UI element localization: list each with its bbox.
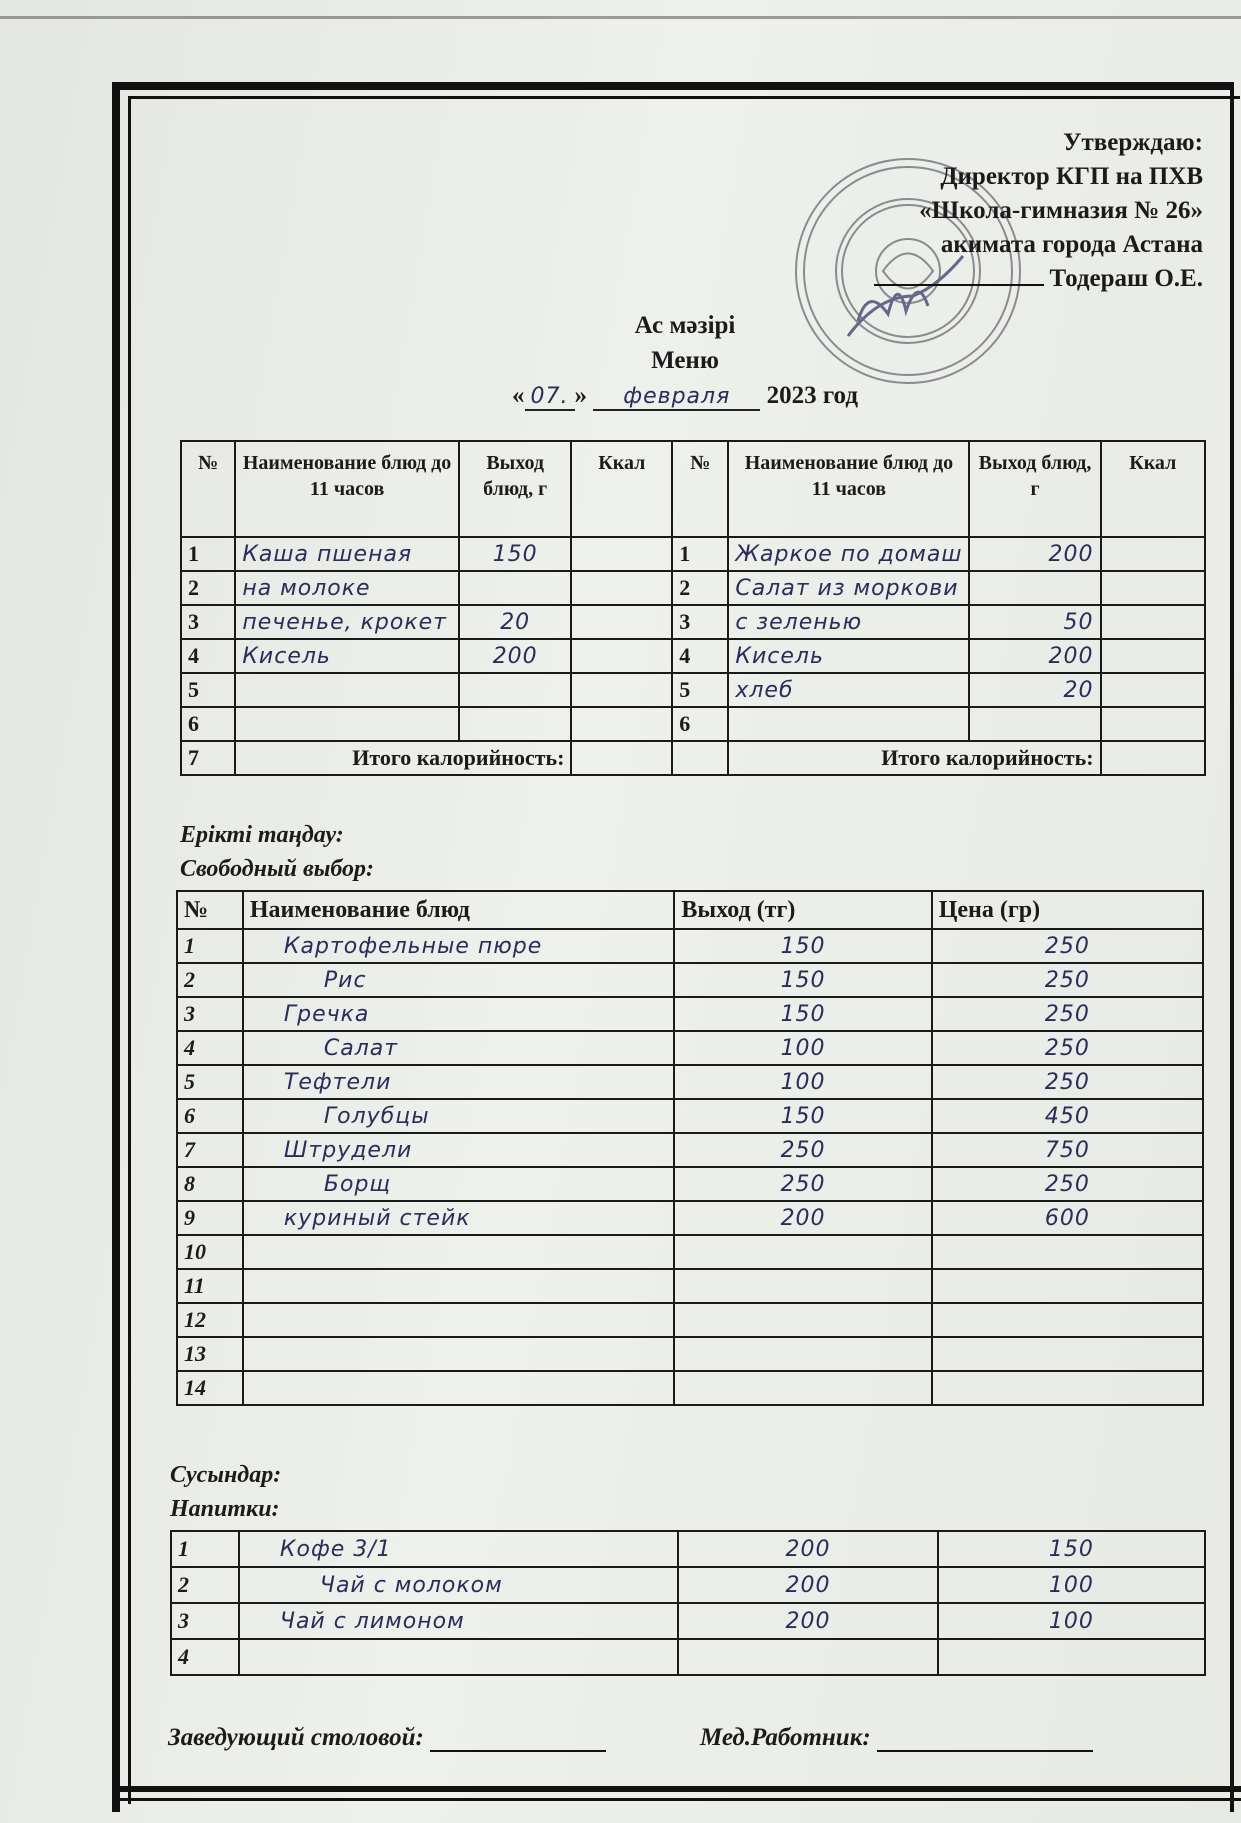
dish-name: Чай с лимоном [239,1603,678,1639]
date-year: 2023 год [766,382,858,409]
table-row [177,997,1203,1031]
row-num: 4 [672,639,728,673]
title-kazakh: Ас мәзірі [634,312,736,339]
total-calories-value [571,741,672,775]
dish-name: Жаркое по домаш [728,537,969,571]
row-num: 3 [181,605,235,639]
table-row [177,1337,1203,1371]
row-num: 5 [177,1065,243,1099]
dish-price: 250 [932,997,1203,1031]
dish-output: 150 [674,929,931,963]
row-num: 4 [181,639,235,673]
row-num: 3 [171,1603,239,1639]
row-num: 3 [672,605,728,639]
table-row [177,1167,1203,1201]
dish-price: 250 [932,963,1203,997]
dish-name [243,1371,675,1405]
row-num: 10 [177,1235,243,1269]
dish-output: 100 [674,1031,931,1065]
dish-name [243,1235,675,1269]
drinks-table [170,1530,1206,1676]
dish-output [678,1639,937,1675]
dish-output [674,1303,931,1337]
empty-cell [672,741,728,775]
row-num: 5 [181,673,235,707]
table-row [171,1531,1205,1567]
dish-output: 200 [678,1603,937,1639]
row-num: 1 [171,1531,239,1567]
col-header-kcal: Ккал [571,441,672,537]
dish-price [932,1371,1203,1405]
table-row [171,1603,1205,1639]
free-choice-label-ru: Свободный выбор: [180,856,375,882]
dish-name: Штрудели [243,1133,675,1167]
signature-line [874,284,1044,286]
dish-output: 200 [969,639,1100,673]
dish-name: Салат из моркови [728,571,969,605]
table-row [177,1099,1203,1133]
row-num: 4 [171,1639,239,1675]
col-header-num: № [177,891,243,929]
dish-name [235,707,459,741]
dish-kcal [571,707,672,741]
table-row [177,1133,1203,1167]
approval-line: Утверждаю: [1063,129,1203,156]
table-row [181,537,1205,571]
row-num: 9 [177,1201,243,1235]
dish-output: 150 [674,963,931,997]
dish-output [674,1235,931,1269]
row-num: 13 [177,1337,243,1371]
row-num: 11 [177,1269,243,1303]
row-num: 8 [177,1167,243,1201]
table-row [181,639,1205,673]
dish-output: 200 [674,1201,931,1235]
signature-line [430,1722,606,1752]
total-calories-label: Итого калорийность: [728,741,1100,775]
title-russian: Меню [651,347,719,374]
dish-price: 250 [932,1167,1203,1201]
approval-line: «Школа-гимназия № 26» [919,197,1203,224]
dish-name [239,1639,678,1675]
dish-name: хлеб [728,673,969,707]
dish-output: 50 [969,605,1100,639]
page-title [470,308,900,414]
dish-output: 200 [678,1531,937,1567]
table-row [181,707,1205,741]
dish-name: Кофе 3/1 [239,1531,678,1567]
table-row [177,1031,1203,1065]
col-header-kcal: Ккал [1101,441,1205,537]
dish-output: 200 [678,1567,937,1603]
dish-output [969,707,1100,741]
table-row [181,605,1205,639]
row-num: 5 [672,673,728,707]
row-num: 6 [177,1099,243,1133]
dish-name [243,1303,675,1337]
dish-output: 100 [674,1065,931,1099]
dish-kcal [571,673,672,707]
col-header-num: № [672,441,728,537]
dish-price: 250 [932,1031,1203,1065]
dish-price [932,1235,1203,1269]
dish-output: 200 [969,537,1100,571]
drinks-label-ru: Напитки: [170,1496,280,1522]
row-num: 1 [672,537,728,571]
dish-name [235,673,459,707]
dish-name: Рис [243,963,675,997]
dish-output [969,571,1100,605]
drinks-label-kz: Сусындар: [170,1462,282,1488]
dish-output: 150 [674,997,931,1031]
dish-output: 150 [674,1099,931,1133]
row-num: 6 [181,707,235,741]
signature-line [877,1722,1093,1752]
row-num: 12 [177,1303,243,1337]
dish-price: 250 [932,929,1203,963]
dish-name: куриный стейк [243,1201,675,1235]
dish-name: Гречка [243,997,675,1031]
col-header-num: № [181,441,235,537]
dish-output [459,571,572,605]
approval-line: акимата города Астана [940,231,1203,258]
row-num: 7 [177,1133,243,1167]
dish-name: Чай с молоком [239,1567,678,1603]
col-header-output: Выход (тг) [674,891,931,929]
row-num: 4 [177,1031,243,1065]
dish-price: 150 [938,1531,1205,1567]
dish-output: 20 [969,673,1100,707]
menu-date: « 07. » февраля 2023 год [512,382,858,409]
dish-price [932,1303,1203,1337]
free-choice-label-kz: Ерікті таңдау: [180,822,344,848]
col-header-price: Цена (гр) [932,891,1203,929]
canteen-head-signature [168,1722,606,1752]
dish-output [459,673,572,707]
drinks-rows [171,1531,1205,1675]
dish-name: на молоке [235,571,459,605]
dish-price: 600 [932,1201,1203,1235]
dish-name: Салат [243,1031,675,1065]
dish-kcal [1101,707,1205,741]
page-frame-bottom-thin [112,1798,1241,1801]
dish-price: 100 [938,1567,1205,1603]
dish-name: Картофельные пюре [243,929,675,963]
dish-name: Голубцы [243,1099,675,1133]
free-choice-table [176,890,1204,1406]
dish-output [674,1337,931,1371]
director-name: Тодераш О.Е. [1049,265,1203,292]
dish-price: 450 [932,1099,1203,1133]
col-header-output: Выход блюд, г [969,441,1100,537]
dish-name: Каша пшеная [235,537,459,571]
dish-price: 250 [932,1065,1203,1099]
table-row [171,1567,1205,1603]
dish-output: 250 [674,1133,931,1167]
dish-name [243,1337,675,1371]
total-calories-label: Итого калорийность: [235,741,571,775]
dish-price: 750 [932,1133,1203,1167]
row-num: 1 [181,537,235,571]
row-num: 7 [181,741,235,775]
dish-name [728,707,969,741]
table-header-row [177,891,1203,929]
dish-output [674,1371,931,1405]
approval-line: Директор КГП на ПХВ [940,163,1203,190]
medic-signature [700,1722,1093,1752]
dish-name [243,1269,675,1303]
table-row [177,1235,1203,1269]
dish-kcal [571,639,672,673]
dish-kcal [571,605,672,639]
approval-signatory [874,262,1203,296]
row-num: 2 [181,571,235,605]
row-num: 2 [171,1567,239,1603]
table-row [177,1371,1203,1405]
table-header-row [181,441,1205,537]
row-num: 14 [177,1371,243,1405]
dish-price [932,1337,1203,1371]
total-row [181,741,1205,775]
table-row [177,1201,1203,1235]
dish-kcal [1101,537,1205,571]
dish-output: 250 [674,1167,931,1201]
table-row [177,929,1203,963]
date-month: февраля [593,384,760,411]
col-header-name: Наименование блюд [243,891,675,929]
row-num: 6 [672,707,728,741]
dish-name: Тефтели [243,1065,675,1099]
table-row [177,1065,1203,1099]
table-row [177,1303,1203,1337]
row-num: 1 [177,929,243,963]
dish-output: 20 [459,605,572,639]
dish-kcal [1101,639,1205,673]
row-num: 2 [672,571,728,605]
top-edge-line [0,16,1241,19]
dish-output: 150 [459,537,572,571]
table-row [181,673,1205,707]
free-choice-rows [177,929,1203,1405]
col-header-output: Выход блюд, г [459,441,572,537]
dish-price [932,1269,1203,1303]
row-num: 3 [177,997,243,1031]
col-header-name: Наименование блюд до 11 часов [235,441,459,537]
approval-block [874,126,1203,296]
dish-price [938,1639,1205,1675]
main-menu-table [180,440,1206,776]
dish-kcal [1101,673,1205,707]
medic-label: Мед.Работник: [700,1724,871,1751]
dish-output [674,1269,931,1303]
dish-name: печенье, крокет [235,605,459,639]
dish-kcal [571,537,672,571]
dish-output [459,707,572,741]
row-num: 2 [177,963,243,997]
col-header-name: Наименование блюд до 11 часов [728,441,969,537]
page-frame-bottom [112,1786,1241,1792]
table-row [177,1269,1203,1303]
canteen-head-label: Заведующий столовой: [168,1724,424,1751]
dish-name: Кисель [728,639,969,673]
date-day: 07. [525,384,575,411]
dish-name: с зеленью [728,605,969,639]
total-calories-value [1101,741,1205,775]
dish-output: 200 [459,639,572,673]
dish-kcal [571,571,672,605]
table-row [171,1639,1205,1675]
dish-name: Кисель [235,639,459,673]
dish-kcal [1101,605,1205,639]
table-row [177,963,1203,997]
dish-kcal [1101,571,1205,605]
table-row [181,571,1205,605]
dish-name: Борщ [243,1167,675,1201]
dish-price: 100 [938,1603,1205,1639]
